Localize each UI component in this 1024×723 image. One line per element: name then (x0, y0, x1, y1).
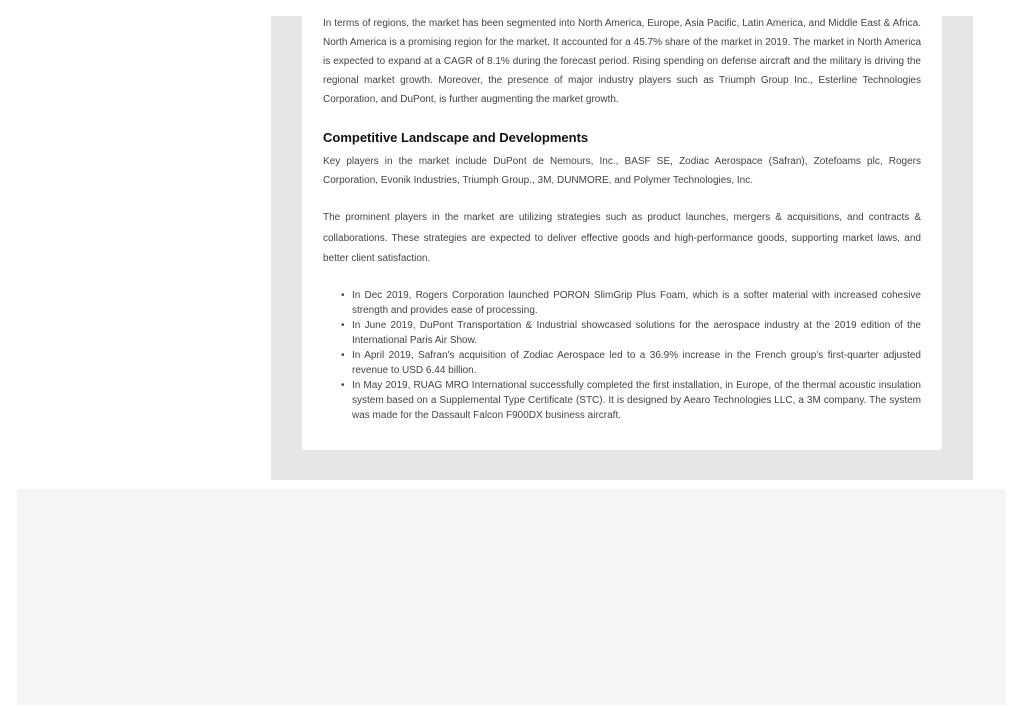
footer-area (17, 489, 1006, 705)
regions-paragraph: In terms of regions, the market has been segmented into North America, Europe, Asia Pacific, Latin America, and Middle East & Africa. North America is a promising region for the market. It accounted for a 45.7% share of the market in 2019. The market in North America is expected to expand at a CAGR of 8.1% during the forecast period. Rising spending on defense aircraft and the military is driving the regional market growth. Moreover, the presence of major industry players such as Triumph Group Inc., Esterline Technologies Corporation, and DuPont, is further augmenting the market growth. (323, 18, 921, 105)
bullet-icon: • (341, 289, 345, 301)
section-heading: Competitive Landscape and Developments (323, 130, 589, 145)
article-content (323, 14, 921, 423)
list-item-text: In May 2019, RUAG MRO International successfully completed the first installation, in Europe, of the thermal acoustic insulation system based on a Supplemental Type Certificate (STC). It is designed by Aearo Technologies LLC, a 3M company. The system was made for the Dassault Falcon F900DX business aircraft. (352, 379, 921, 421)
list-item-text: In Dec 2019, Rogers Corporation launched PORON SlimGrip Plus Foam, which is a softer material with increased cohesive strength and provides ease of processing. (352, 289, 921, 316)
bullet-icon: • (341, 379, 345, 391)
list-item (341, 288, 921, 318)
list-item (341, 318, 921, 348)
bullet-icon: • (341, 319, 345, 331)
bullet-icon: • (341, 349, 345, 361)
list-item-text: In June 2019, DuPont Transportation & Industrial showcased solutions for the aerospace industry at the 2019 edition of the International Paris Air Show. (352, 319, 921, 346)
strategies-paragraph: The prominent players in the market are utilizing strategies such as product launches, mergers & acquisitions, and contracts & collaborations. These strategies are expected to deliver effective goods and high-performance goods, supporting market laws, and better client satisfaction. (323, 212, 921, 264)
key-players-paragraph: Key players in the market include DuPont de Nemours, Inc., BASF SE, Zodiac Aerospace (Safran), Zotefoams plc, Rogers Corporation, Evonik Industries, Triumph Group., 3M, DUNMORE, and Polymer Technologies, Inc. (323, 156, 921, 186)
list-item (341, 378, 921, 423)
developments-list (323, 288, 921, 423)
list-item (341, 348, 921, 378)
list-item-text: In April 2019, Safran's acquisition of Zodiac Aerospace led to a 36.9% increase in the French group's first-quarter adjusted revenue to USD 6.44 billion. (352, 349, 921, 376)
